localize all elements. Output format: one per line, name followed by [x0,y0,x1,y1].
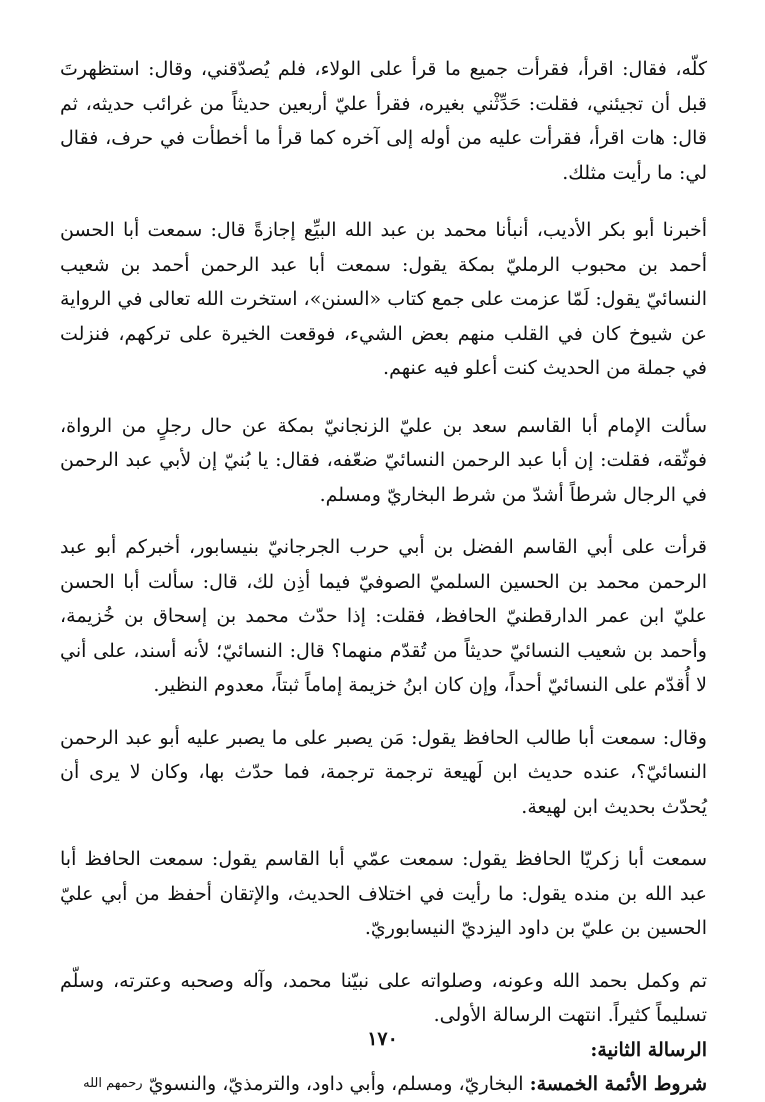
second-treatise-heading: الرسالة الثانية: [590,1038,707,1061]
five-imams-text: البخاريّ، ومسلم، وأبي داود، والترمذيّ، والنسويّ [148,1072,524,1095]
paragraph-abu-zakariya: سمعت أبا زكريّا الحافظ يقول: سمعت عمّي أبا القاسم يقول: سمعت الحافظ أبا عبد الله بن منده يقول: ما رأيت في اختلاف الحديث، والإتقان أحفظ من أبي عليّ الحسين بن عليّ بن داود اليزديّ النيسابوريّ. [60,848,707,939]
paragraph-jurjani: قرأت على أبي القاسم الفضل بن أبي حرب الجرجانيّ بنيسابور، أخبركم أبو عبد الرحمن محمد بن الحسين السلميّ الصوفيّ فيما أذِن لك، قال: سألت أبا الحسن عليّ ابن عمر الدارقطنيّ الحافظ، فقلت: إذا حدّث محمد بن إسحاق بن خُزيمة، وأحمد بن شعيب النسائيّ حديثاً من تُقدّم منهما؟ قال: النسائيّ؛ لأنه أسند، على أني لا أُقدّم على النسائيّ أحداً، وإن كان ابنُ خزيمة إماماً ثبتاً، معدوم النظير. [60,536,707,696]
paragraph-continuation: كلّه، فقال: اقرأ، فقرأت جميع ما قرأ على الولاء، فلم يُصدّقني، وقال: استظهرتَ قبل أن تجيئني، فقلت: حَدِّثْني بغيره، فقرأ عليّ أربعين حديثاً من غرائب حديثه، ثم قال: هات اقرأ، فقرأت عليه من أوله إلى آخره كما قرأ ما أخطأت في حرف، فقال لي: ما رأيت مثلك. [60,58,707,184]
page-number: ١٧٠ [367,1028,398,1050]
book-page [59,52,707,1095]
five-imams-label: شروط الأئمة الخمسة: [529,1072,707,1095]
paragraph-zanjani: سألت الإمام أبا القاسم سعد بن عليّ الزنجانيّ بمكة عن حال رجلٍ من الرواة، فوثّقه، فقلت: إن أبا عبد الرحمن النسائيّ ضعّفه، فقال: يا بُنيّ إن لأبي عبد الرحمن في الرجال شرطاً أشدّ من شرط البخاريّ ومسلم. [60,414,707,506]
paragraph-abu-bakr: أخبرنا أبو بكر الأديب، أنبأنا محمد بن عبد الله البيِّع إجازةً قال: سمعت أبا الحسن أحمد بن محبوب الرمليّ بمكة يقول: سمعت أبا عبد الرحمن أحمد بن شعيب النسائيّ يقول: لَمّا عزمت على جمع كتاب «السنن»، استخرت الله تعالى في الرواية عن شيوخ كان في القلب منهم بعض الشيء، فوقعت الخيرة على تركهم، فنزلت في جملة من الحديث كنت أعلو فيه عنهم. [59,219,707,379]
honorific-ligature: رحمهم الله [83,1076,143,1092]
paragraph-abu-talib: وقال: سمعت أبا طالب الحافظ يقول: مَن يصبر على ما يصبر عليه أبو عبد الرحمن النسائيّ؟، عنده حديث ابن لَهيعة ترجمة ترجمة، فما حدّث بها، وكان لا يرى أن يُحدّث بحديث ابن لهيعة. [60,726,707,818]
five-imams-line [60,1067,707,1102]
paragraph-closing: تم وكمل بحمد الله وعونه، وصلواته على نبيّنا محمد، وآله وصحبه وعترته، وسلّم تسليماً كثيراً. انتهت الرسالة الأولى. [60,969,707,1026]
